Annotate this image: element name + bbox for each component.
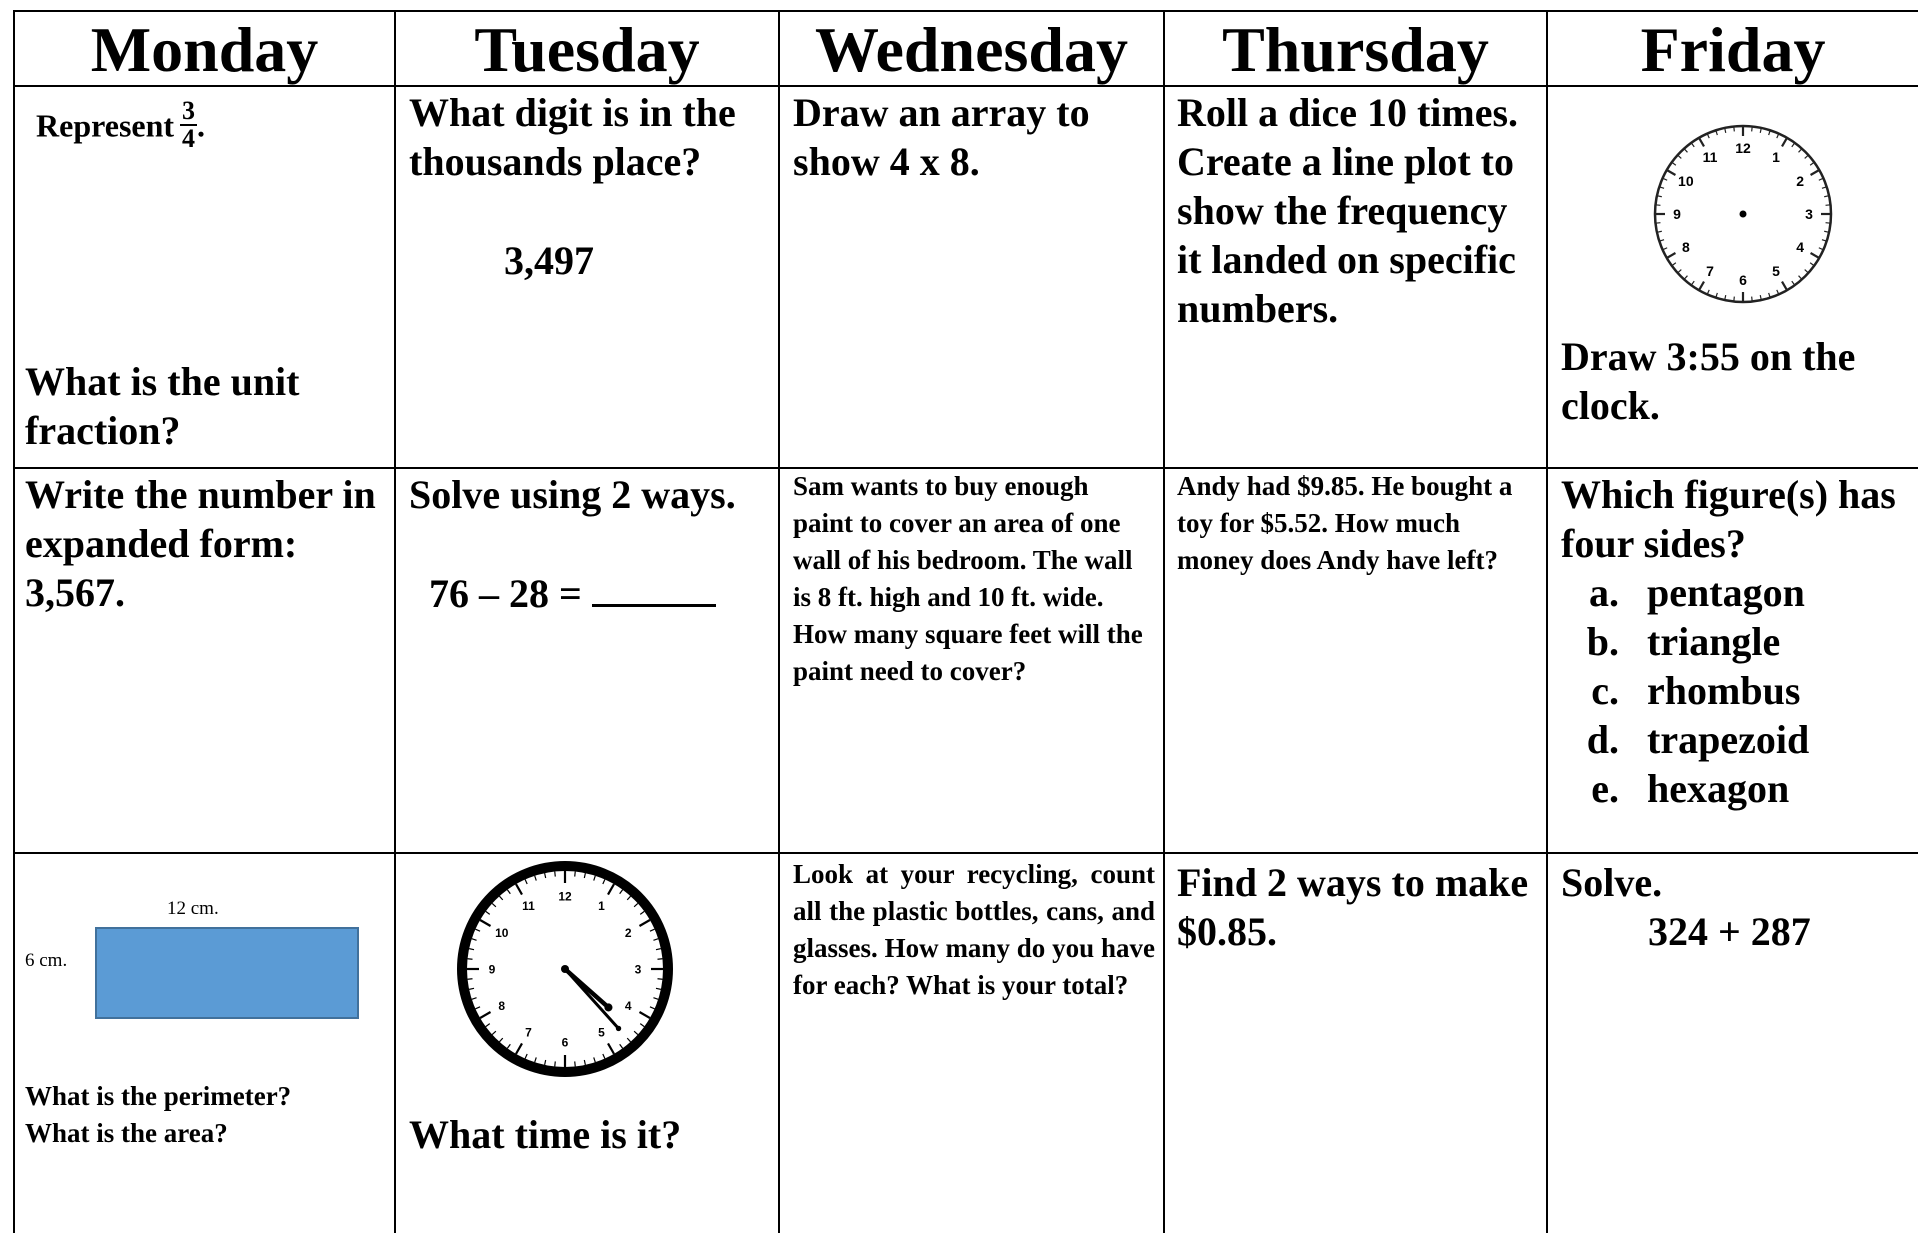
- fraction-prompt: [36, 96, 206, 156]
- clock-number: 2: [624, 925, 632, 940]
- rectangle-width-label: 6 cm.: [25, 950, 68, 971]
- choice-a: [1561, 568, 1906, 617]
- clock-number: 1: [598, 899, 605, 914]
- fraction-denominator: 4: [182, 124, 196, 153]
- perimeter-question: What is the perimeter?: [25, 1081, 292, 1111]
- minute-hand-tip: [616, 1026, 621, 1031]
- weekly-math-worksheet: [13, 10, 1918, 1233]
- clock-number: 7: [525, 1025, 532, 1040]
- represent-label: Represent: [36, 107, 175, 144]
- clock-tick: [1826, 223, 1831, 224]
- clock-number: 4: [624, 998, 632, 1013]
- clock-number: 10: [1678, 173, 1694, 190]
- clock-tick: [1655, 223, 1660, 224]
- clock-tick: [1752, 126, 1753, 131]
- four-sides-question: [1561, 470, 1906, 813]
- blank-clock: [1651, 122, 1835, 311]
- clock-tick: [555, 872, 556, 877]
- clock-number: 4: [1796, 239, 1805, 256]
- addition-problem: 324 + 287: [1648, 909, 1811, 954]
- rectangle-length-label: 12 cm.: [167, 898, 219, 919]
- solve-two-ways-title: Solve using 2 ways.: [409, 472, 736, 517]
- clock-tick: [575, 872, 576, 877]
- answer-blank: [592, 568, 716, 607]
- choice-d: [1561, 715, 1906, 764]
- shape-choices: [1561, 568, 1906, 813]
- clock-number: 12: [558, 889, 572, 904]
- clock-number: 3: [1805, 206, 1813, 223]
- clock-tick: [1734, 126, 1735, 131]
- draw-time-prompt: Draw 3:55 on the clock.: [1561, 334, 1856, 428]
- choice-letter: c.: [1591, 668, 1619, 713]
- clock-tick: [657, 979, 662, 980]
- money-word-problem: Andy had $9.85. He bought a toy for $5.52. How much money does Andy have left?: [1177, 471, 1513, 575]
- grid-line: [13, 852, 1918, 854]
- clock-number: 9: [488, 962, 496, 977]
- clock-tick: [555, 1061, 556, 1066]
- make-money-prompt: Find 2 ways to make $0.85.: [1177, 860, 1529, 954]
- hour-hand-tip: [604, 1003, 612, 1011]
- choice-letter: e.: [1591, 766, 1619, 811]
- choice-label: rhombus: [1647, 668, 1801, 713]
- choice-letter: d.: [1586, 717, 1619, 762]
- grid-line: [778, 10, 780, 1233]
- choice-c: [1561, 666, 1906, 715]
- grid-line: [1163, 10, 1165, 1233]
- equation-text: 76 – 28 =: [429, 571, 582, 616]
- four-sides-title: Which figure(s) has four sides?: [1561, 472, 1896, 566]
- grid-line: [1546, 10, 1548, 1233]
- clock-tick: [1752, 297, 1753, 302]
- choice-label: triangle: [1647, 619, 1781, 664]
- fraction-period: .: [197, 107, 206, 144]
- clock-tick: [468, 979, 473, 980]
- day-header-friday: Friday: [1640, 14, 1826, 85]
- line-plot-prompt: Roll a dice 10 times. Create a line plot to show the frequency it landed on specific numbers.: [1177, 90, 1519, 331]
- clock-tick: [1734, 297, 1735, 302]
- unit-fraction-question: What is the unit fraction?: [25, 359, 300, 453]
- clock-tick: [575, 1061, 576, 1066]
- clock-number: 3: [634, 962, 642, 977]
- choice-label: pentagon: [1647, 570, 1805, 615]
- clock-number: 7: [1706, 263, 1714, 280]
- expanded-form-prompt: Write the number in expanded form: 3,567.: [25, 472, 376, 615]
- clock-number: 5: [598, 1025, 605, 1040]
- clock-number: 8: [1681, 239, 1690, 256]
- thousands-place-question: What digit is in the thousands place?: [409, 90, 736, 184]
- what-time-question: What time is it?: [409, 1112, 682, 1157]
- day-header-tuesday: Tuesday: [474, 14, 700, 85]
- fraction-numerator: 3: [182, 96, 196, 125]
- choice-label: trapezoid: [1647, 717, 1810, 762]
- clock-number: 10: [495, 925, 509, 940]
- analog-clock-icon: [455, 859, 675, 1079]
- clock-tick: [1826, 205, 1831, 206]
- day-header-monday: Monday: [90, 14, 319, 85]
- clock-number: 5: [1772, 263, 1780, 280]
- choice-b: [1561, 617, 1906, 666]
- paint-word-problem: Sam wants to buy enough paint to cover an area of one wall of his bedroom. The wall is 8 ft. high and 10 ft. wide. How many square feet will the paint need to cover?: [793, 471, 1143, 686]
- clock-number: 11: [1702, 148, 1718, 165]
- grid-line: [13, 85, 1918, 87]
- area-question: What is the area?: [25, 1118, 228, 1148]
- recycling-prompt: Look at your recycling, count all the plastic bottles, cans, and glasses. How many do you have for each? What is your total?: [793, 859, 1155, 1000]
- subtraction-equation: [429, 568, 716, 618]
- clock-tick: [468, 959, 473, 960]
- clock-tick: [1655, 205, 1660, 206]
- clock-number: 6: [561, 1035, 569, 1050]
- solve-title: Solve.: [1561, 860, 1663, 905]
- clock-number: 1: [1772, 148, 1780, 165]
- fraction-three-fourths: [180, 98, 197, 152]
- clock-number: 12: [1735, 140, 1751, 157]
- clock-tick: [657, 959, 662, 960]
- day-header-wednesday: Wednesday: [815, 14, 1128, 85]
- grid-line: [394, 10, 396, 1233]
- rectangle-shape: [95, 927, 359, 1019]
- clock-number: 6: [1739, 272, 1747, 289]
- grid-line: [13, 10, 15, 1233]
- clock-number: 11: [522, 899, 535, 914]
- day-header-thursday: Thursday: [1222, 14, 1489, 85]
- analog-clock: [455, 859, 675, 1084]
- clock-number: 2: [1796, 173, 1805, 190]
- choice-e: [1561, 764, 1906, 813]
- choice-letter: b.: [1586, 619, 1619, 664]
- blank-clock-face-icon: [1651, 122, 1835, 306]
- choice-label: hexagon: [1647, 766, 1790, 811]
- array-prompt: Draw an array to show 4 x 8.: [793, 90, 1090, 184]
- number-3497: 3,497: [504, 238, 594, 283]
- perimeter-area-questions: [25, 1078, 291, 1152]
- clock-number: 9: [1673, 206, 1681, 223]
- clock-number: 8: [498, 998, 506, 1013]
- choice-letter: a.: [1589, 570, 1619, 615]
